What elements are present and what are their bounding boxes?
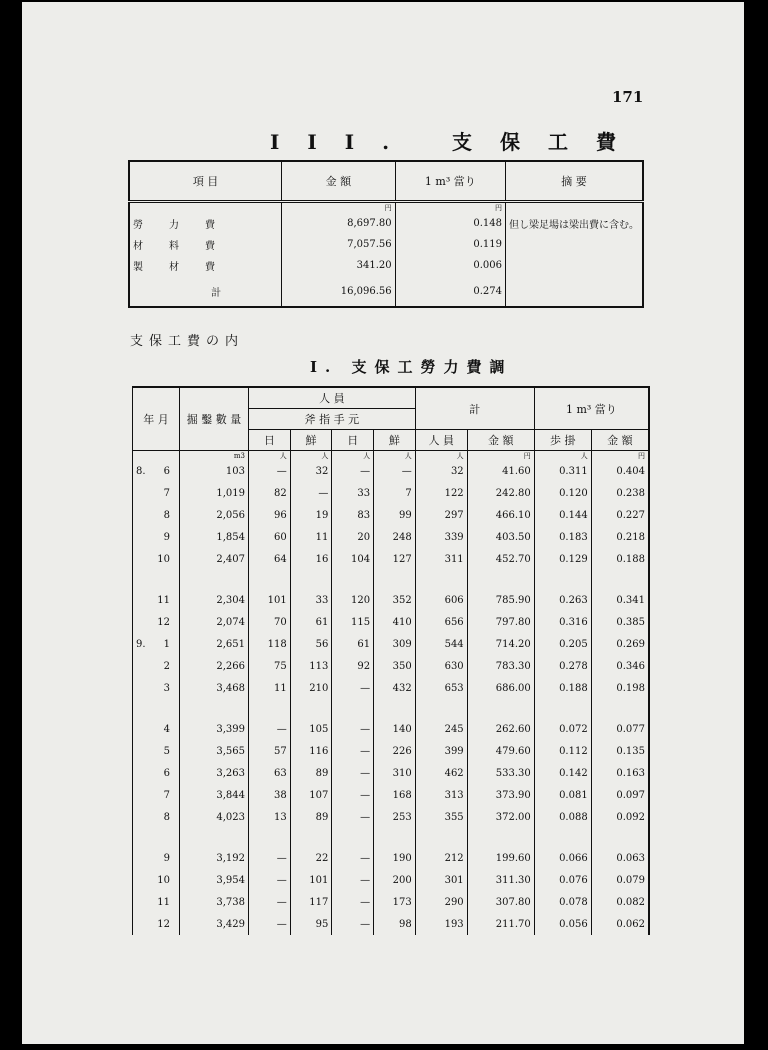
cell: 19 [290,505,332,527]
cell: 0.077 [591,719,649,741]
cell: 120 [332,590,374,612]
cell: 3,429 [180,913,249,935]
year-month-cell [133,913,180,935]
cell: 0.205 [534,634,591,656]
table-row [133,806,650,828]
table-title: I. 支保工勞力費調 [310,358,513,376]
cell: 41.60 [467,461,534,483]
cell: 105 [290,719,332,741]
summary-item: 計 [129,276,282,307]
cell: 0.066 [534,848,591,870]
cell: 290 [415,892,467,914]
cell: 92 [332,655,374,677]
cell: 168 [374,784,416,806]
summary-header-per-m3: 1 m³ 當り [395,161,505,202]
header-amount-2: 金 額 [591,430,649,451]
cell: 56 [290,634,332,656]
cell: 11 [290,526,332,548]
cell: 1,854 [180,526,249,548]
unit-label: 円 [591,451,649,462]
unit-label: 人 [332,451,374,462]
cell: 140 [374,719,416,741]
cell: 309 [374,634,416,656]
month: 11 [157,896,170,908]
unit-label: 円 [467,451,534,462]
cell: 3,565 [180,741,249,763]
cell: 0.183 [534,526,591,548]
cell: — [332,848,374,870]
cell: 0.088 [534,806,591,828]
cell: 0.079 [591,870,649,892]
table-row [133,784,650,806]
cell: 89 [290,806,332,828]
cell: 656 [415,612,467,634]
header-yearmonth: 年 月 [133,387,180,451]
header-personnel: 人 員 [249,387,416,409]
cell: 226 [374,741,416,763]
year-month-cell [133,892,180,914]
cell: 0.129 [534,548,591,570]
cell: 797.80 [467,612,534,634]
month: 2 [163,660,170,672]
cell: — [332,892,374,914]
year-month-cell [133,483,180,505]
cell: — [249,848,291,870]
cell: 0.263 [534,590,591,612]
month: 5 [163,746,170,758]
cell: 3,738 [180,892,249,914]
table-row [133,505,650,527]
summary-note [506,255,644,276]
year-month-cell [133,526,180,548]
cell: 32 [290,461,332,483]
header-day-2: 日 [332,430,374,451]
table-row [133,483,650,505]
summary-item: 勞力費 [129,213,282,234]
cell: 0.188 [591,548,649,570]
month: 12 [157,617,170,629]
cell: 311 [415,548,467,570]
cell: 61 [332,634,374,656]
cell: 606 [415,590,467,612]
cell: 242.80 [467,483,534,505]
cell: 127 [374,548,416,570]
cell: 0.120 [534,483,591,505]
month: 11 [157,595,170,607]
cell: 0.078 [534,892,591,914]
cell: 630 [415,655,467,677]
cell: 352 [374,590,416,612]
cell: 0.062 [591,913,649,935]
year-month-cell [133,870,180,892]
cell: 686.00 [467,677,534,699]
cell: 0.076 [534,870,591,892]
summary-per-m3: 0.148 [395,213,505,234]
header-day-1: 日 [249,430,291,451]
month: 10 [157,553,170,565]
cell: — [332,677,374,699]
cell: 307.80 [467,892,534,914]
cell: — [332,461,374,483]
cell: 98 [374,913,416,935]
year-month-cell [133,505,180,527]
month: 4 [163,724,170,736]
cell: — [249,719,291,741]
cell: 0.144 [534,505,591,527]
summary-item: 製材費 [129,255,282,276]
cell: — [290,483,332,505]
cell: 0.081 [534,784,591,806]
cell: 0.112 [534,741,591,763]
cell: 89 [290,763,332,785]
table-row [133,719,650,741]
cell: 0.346 [591,655,649,677]
header-piece-1: 鮮 [290,430,332,451]
year-month-cell [133,634,180,656]
cell: 262.60 [467,719,534,741]
table-row [133,913,650,935]
cell: 3,844 [180,784,249,806]
cell: 350 [374,655,416,677]
table-row [133,870,650,892]
cell: 0.097 [591,784,649,806]
cell: 0.063 [591,848,649,870]
cell: 2,304 [180,590,249,612]
cell: 57 [249,741,291,763]
cell: 20 [332,526,374,548]
cell: 190 [374,848,416,870]
cell: 7 [374,483,416,505]
cell: 2,407 [180,548,249,570]
cell: 103 [180,461,249,483]
summary-per-m3: 0.006 [395,255,505,276]
cell: — [249,461,291,483]
summary-row [129,213,643,234]
cell: 0.198 [591,677,649,699]
table-row [133,763,650,785]
cell: — [332,763,374,785]
month: 12 [157,918,170,930]
cell: 2,651 [180,634,249,656]
year-month-cell [133,806,180,828]
cell: 479.60 [467,741,534,763]
cell: — [332,719,374,741]
cell: 297 [415,505,467,527]
cell: 118 [249,634,291,656]
summary-note: 但し梁足場は梁出費に含む。 [509,220,639,231]
month: 6 [163,466,170,478]
cell: 0.404 [591,461,649,483]
header-ratio: 歩 掛 [534,430,591,451]
cell: 75 [249,655,291,677]
cell: 311.30 [467,870,534,892]
summary-row [129,234,643,255]
month: 9 [163,531,170,543]
cell: 452.70 [467,548,534,570]
summary-header-item: 項 目 [129,161,282,202]
cell: 210 [290,677,332,699]
cell: 403.50 [467,526,534,548]
summary-unit-row [129,202,643,214]
month: 10 [157,875,170,887]
cell: — [249,892,291,914]
cell: 83 [332,505,374,527]
summary-amount: 341.20 [282,255,396,276]
table-row [133,590,650,612]
year-month-cell [133,741,180,763]
table-row [133,677,650,699]
cell: 653 [415,677,467,699]
cell: 0.316 [534,612,591,634]
cell: 373.90 [467,784,534,806]
year-month-cell [133,548,180,570]
cell: 1,019 [180,483,249,505]
year: 9. [136,638,146,650]
cell: 399 [415,741,467,763]
cell: 107 [290,784,332,806]
summary-amount: 8,697.80 [282,213,396,234]
cell: 82 [249,483,291,505]
table-row [133,655,650,677]
labor-table [132,386,650,935]
cell: 122 [415,483,467,505]
month: 7 [163,789,170,801]
cell: 0.082 [591,892,649,914]
header-roles: 斧 指 手 元 [249,409,416,430]
table-row [133,741,650,763]
year-month-cell [133,655,180,677]
group-gap [133,828,650,848]
table-row [133,892,650,914]
cell: 0.218 [591,526,649,548]
cell: 4,023 [180,806,249,828]
group-gap [133,699,650,719]
table-row [133,634,650,656]
cell: 63 [249,763,291,785]
summary-per-m3: 0.274 [395,276,505,307]
header-volume: 掘 鑿 數 量 [180,387,249,451]
cell: 95 [290,913,332,935]
table-row [133,848,650,870]
cell: 211.70 [467,913,534,935]
summary-note [506,234,644,255]
summary-item: 材料費 [129,234,282,255]
cell: 533.30 [467,763,534,785]
cell: 38 [249,784,291,806]
cell: 2,074 [180,612,249,634]
cell: 0.341 [591,590,649,612]
header-per-m3: 1 m³ 當り [534,387,649,430]
cell: 0.072 [534,719,591,741]
cell: 32 [415,461,467,483]
unit-row [133,451,650,462]
cell: 310 [374,763,416,785]
cell: — [332,870,374,892]
cell: 0.092 [591,806,649,828]
unit-label: 人 [374,451,416,462]
header-amount: 金 額 [467,430,534,451]
month: 1 [163,638,170,650]
section-title: III. 支保工費 [270,130,644,154]
cell: 101 [290,870,332,892]
header-persons: 人 員 [415,430,467,451]
cell: 0.056 [534,913,591,935]
cell: 212 [415,848,467,870]
summary-unit: 円 [282,202,396,214]
summary-amount: 16,096.56 [282,276,396,307]
cell: 101 [249,590,291,612]
summary-header-amount: 金 額 [282,161,396,202]
group-gap [133,570,650,590]
month: 3 [163,682,170,694]
year-month-cell [133,784,180,806]
year-month-cell [133,763,180,785]
cell: 60 [249,526,291,548]
page-number: 171 [612,88,644,106]
cell: — [249,870,291,892]
cell: 200 [374,870,416,892]
cell: 16 [290,548,332,570]
cell: 301 [415,870,467,892]
cell: 0.142 [534,763,591,785]
cell: 0.385 [591,612,649,634]
cell: 2,056 [180,505,249,527]
cell: — [332,806,374,828]
cell: — [332,784,374,806]
cell: 61 [290,612,332,634]
cell: 99 [374,505,416,527]
unit-label: 人 [415,451,467,462]
summary-table [128,160,644,308]
cell: 11 [249,677,291,699]
cell: 117 [290,892,332,914]
cell: 2,266 [180,655,249,677]
cell: 313 [415,784,467,806]
cell: 245 [415,719,467,741]
year-month-cell [133,590,180,612]
cell: 432 [374,677,416,699]
cell: 3,192 [180,848,249,870]
year-month-cell [133,677,180,699]
cell: 253 [374,806,416,828]
year-month-cell [133,461,180,483]
cell: 0.269 [591,634,649,656]
cell: 33 [290,590,332,612]
cell: 0.188 [534,677,591,699]
year-month-cell [133,612,180,634]
cell: 785.90 [467,590,534,612]
cell: 462 [415,763,467,785]
cell: — [374,461,416,483]
cell: 13 [249,806,291,828]
unit-label: 人 [249,451,291,462]
cell: 3,468 [180,677,249,699]
table-row [133,612,650,634]
cell: 0.135 [591,741,649,763]
cell: 544 [415,634,467,656]
cell: 70 [249,612,291,634]
summary-amount: 7,057.56 [282,234,396,255]
summary-unit: 円 [395,202,505,214]
cell: 33 [332,483,374,505]
unit-label: 人 [290,451,332,462]
cell: 3,399 [180,719,249,741]
cell: — [332,913,374,935]
cell: 193 [415,913,467,935]
year: 8. [136,466,146,478]
year-month-cell [133,719,180,741]
unit-label: m3 [180,451,249,462]
cell: 410 [374,612,416,634]
cell: 714.20 [467,634,534,656]
header-piece-2: 鮮 [374,430,416,451]
cell: 96 [249,505,291,527]
year-month-cell [133,848,180,870]
month: 7 [163,488,170,500]
subheading: 支保工費の内 [130,334,245,349]
cell: 104 [332,548,374,570]
summary-row [129,276,643,307]
cell: 339 [415,526,467,548]
table-row [133,461,650,483]
summary-row [129,255,643,276]
month: 9 [163,853,170,865]
cell: 115 [332,612,374,634]
summary-header-remarks: 摘 要 [506,161,644,202]
month: 8 [163,509,170,521]
cell: 113 [290,655,332,677]
cell: — [249,913,291,935]
cell: 0.227 [591,505,649,527]
summary-note [506,276,644,307]
cell: 783.30 [467,655,534,677]
cell: 116 [290,741,332,763]
cell: 355 [415,806,467,828]
unit-label: 人 [534,451,591,462]
month: 8 [163,811,170,823]
cell: 372.00 [467,806,534,828]
cell: — [332,741,374,763]
summary-per-m3: 0.119 [395,234,505,255]
cell: 3,263 [180,763,249,785]
cell: 0.238 [591,483,649,505]
header-total: 計 [415,387,534,430]
cell: 248 [374,526,416,548]
table-row [133,548,650,570]
month: 6 [163,767,170,779]
cell: 0.278 [534,655,591,677]
cell: 0.311 [534,461,591,483]
table-row [133,526,650,548]
cell: 64 [249,548,291,570]
cell: 173 [374,892,416,914]
cell: 3,954 [180,870,249,892]
cell: 199.60 [467,848,534,870]
cell: 466.10 [467,505,534,527]
cell: 0.163 [591,763,649,785]
cell: 22 [290,848,332,870]
